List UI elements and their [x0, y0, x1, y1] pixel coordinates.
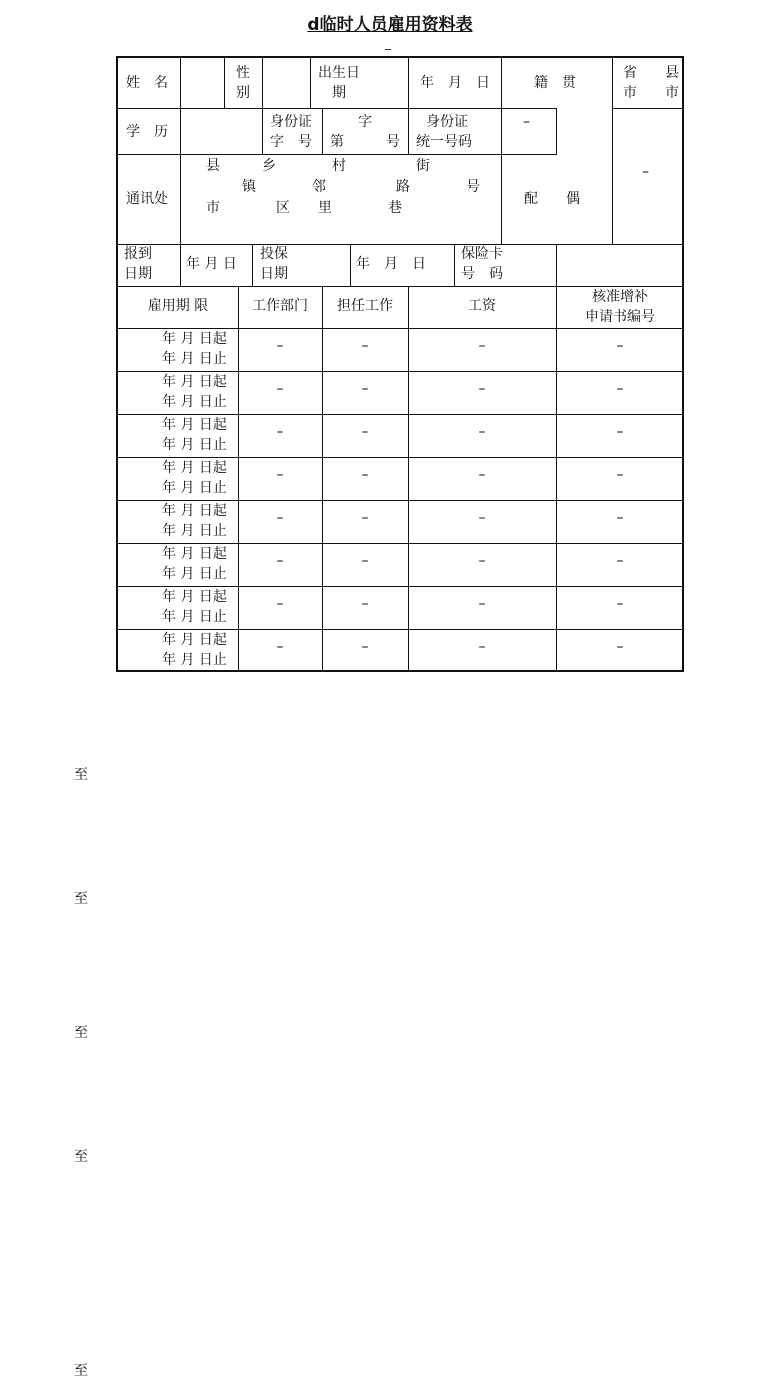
cell-job: –	[361, 338, 369, 354]
spouse-value: –	[642, 164, 649, 180]
col-line	[454, 244, 455, 286]
cell-job: –	[361, 467, 369, 483]
cell-approval-no: –	[616, 510, 624, 526]
top-mark: _	[385, 36, 391, 50]
col-line	[310, 58, 311, 108]
period-start: 年 月 日起	[162, 503, 227, 519]
col-line	[180, 58, 181, 108]
employment-form	[116, 56, 684, 672]
footer-mark: 至	[74, 1025, 88, 1041]
cell-dept: –	[276, 553, 284, 569]
cell-approval-no: –	[616, 467, 624, 483]
cell-dept: –	[276, 381, 284, 397]
document-title: d临时人员雇用资料表	[307, 15, 473, 35]
cell-wage: –	[478, 596, 486, 612]
insurance-card-label: 保险卡	[461, 246, 503, 262]
header-job: 担任工作	[337, 298, 393, 314]
birth-label: 期	[332, 85, 346, 101]
cell-job: –	[361, 639, 369, 655]
cell-wage: –	[478, 639, 486, 655]
insurance-card-label: 号 码	[461, 266, 503, 282]
birth-date: 年 月 日	[420, 75, 490, 91]
header-period: 雇用期 限	[147, 298, 209, 314]
col-line	[224, 58, 225, 108]
gender-label: 别	[236, 85, 250, 101]
period-end: 年 月 日止	[162, 437, 227, 453]
address-line: 县 乡 村 街	[206, 158, 430, 174]
spouse-label: 配 偶	[524, 191, 580, 207]
header-dept: 工作部门	[252, 298, 308, 314]
report-date: 年 月 日	[186, 256, 237, 272]
footer-mark: 至	[74, 1149, 88, 1165]
id-value: 第 号	[330, 134, 400, 150]
education-label: 学 历	[126, 124, 168, 140]
period-end: 年 月 日止	[162, 609, 227, 625]
cell-approval-no: –	[616, 639, 624, 655]
period-start: 年 月 日起	[162, 374, 227, 390]
col-line	[408, 58, 409, 154]
col-line	[180, 154, 181, 286]
cell-approval-no: –	[616, 553, 624, 569]
report-date-label: 报到	[124, 246, 152, 262]
cell-wage: –	[478, 424, 486, 440]
unified-id-value: –	[523, 114, 530, 130]
period-start: 年 月 日起	[162, 546, 227, 562]
cell-dept: –	[276, 338, 284, 354]
col-line	[262, 108, 263, 154]
cell-approval-no: –	[616, 381, 624, 397]
period-start: 年 月 日起	[162, 632, 227, 648]
period-end: 年 月 日止	[162, 394, 227, 410]
unified-id-label: 身份证	[426, 114, 468, 130]
col-line	[612, 58, 613, 244]
footer-mark: 至	[74, 1363, 88, 1379]
period-end: 年 月 日止	[162, 566, 227, 582]
col-line	[180, 108, 181, 154]
period-end: 年 月 日止	[162, 523, 227, 539]
cell-job: –	[361, 553, 369, 569]
report-date-label: 日期	[124, 266, 152, 282]
col-line	[556, 108, 557, 154]
native-label: 籍 贯	[534, 75, 576, 91]
cell-wage: –	[478, 553, 486, 569]
address-label: 通讯处	[126, 191, 168, 207]
cell-job: –	[361, 510, 369, 526]
header-approval: 申请书编号	[585, 309, 655, 325]
cell-wage: –	[478, 467, 486, 483]
native-city: 市 市	[623, 85, 679, 101]
cell-dept: –	[276, 639, 284, 655]
cell-dept: –	[276, 510, 284, 526]
period-start: 年 月 日起	[162, 460, 227, 476]
cell-wage: –	[478, 338, 486, 354]
period-end: 年 月 日止	[162, 480, 227, 496]
col-line	[262, 58, 263, 108]
period-start: 年 月 日起	[162, 589, 227, 605]
id-label: 身份证	[270, 114, 312, 130]
unified-id-label: 统一号码	[416, 134, 472, 150]
insure-date: 年 月 日	[356, 256, 426, 272]
native-province: 省 县	[623, 65, 679, 81]
header-wage: 工资	[468, 298, 496, 314]
insure-date-label: 投保	[260, 246, 288, 262]
col-line	[556, 244, 557, 286]
cell-approval-no: –	[616, 596, 624, 612]
cell-dept: –	[276, 596, 284, 612]
cell-job: –	[361, 381, 369, 397]
period-end: 年 月 日止	[162, 652, 227, 668]
period-start: 年 月 日起	[162, 331, 227, 347]
cell-job: –	[361, 596, 369, 612]
row-line	[118, 154, 557, 155]
id-value: 字	[358, 114, 372, 130]
row-line	[118, 244, 684, 245]
period-end: 年 月 日止	[162, 351, 227, 367]
cell-approval-no: –	[616, 424, 624, 440]
address-line: 市 区 里 巷	[206, 200, 402, 216]
id-label: 字 号	[270, 134, 312, 150]
cell-wage: –	[478, 381, 486, 397]
cell-wage: –	[478, 510, 486, 526]
row-line	[612, 108, 684, 109]
row-line	[118, 108, 557, 109]
footer-mark: 至	[74, 767, 88, 783]
col-line	[501, 58, 502, 244]
name-label: 姓 名	[126, 75, 168, 91]
insure-date-label: 日期	[260, 266, 288, 282]
gender-label: 性	[236, 65, 250, 81]
period-start: 年 月 日起	[162, 417, 227, 433]
footer-mark: 至	[74, 891, 88, 907]
address-line: 镇 邻 路 号	[242, 179, 480, 195]
col-line	[252, 244, 253, 286]
cell-dept: –	[276, 467, 284, 483]
header-approval: 核准增补	[592, 289, 648, 305]
cell-dept: –	[276, 424, 284, 440]
cell-approval-no: –	[616, 338, 624, 354]
cell-job: –	[361, 424, 369, 440]
birth-label: 出生日	[318, 65, 360, 81]
col-line	[322, 108, 323, 154]
col-line	[350, 244, 351, 286]
